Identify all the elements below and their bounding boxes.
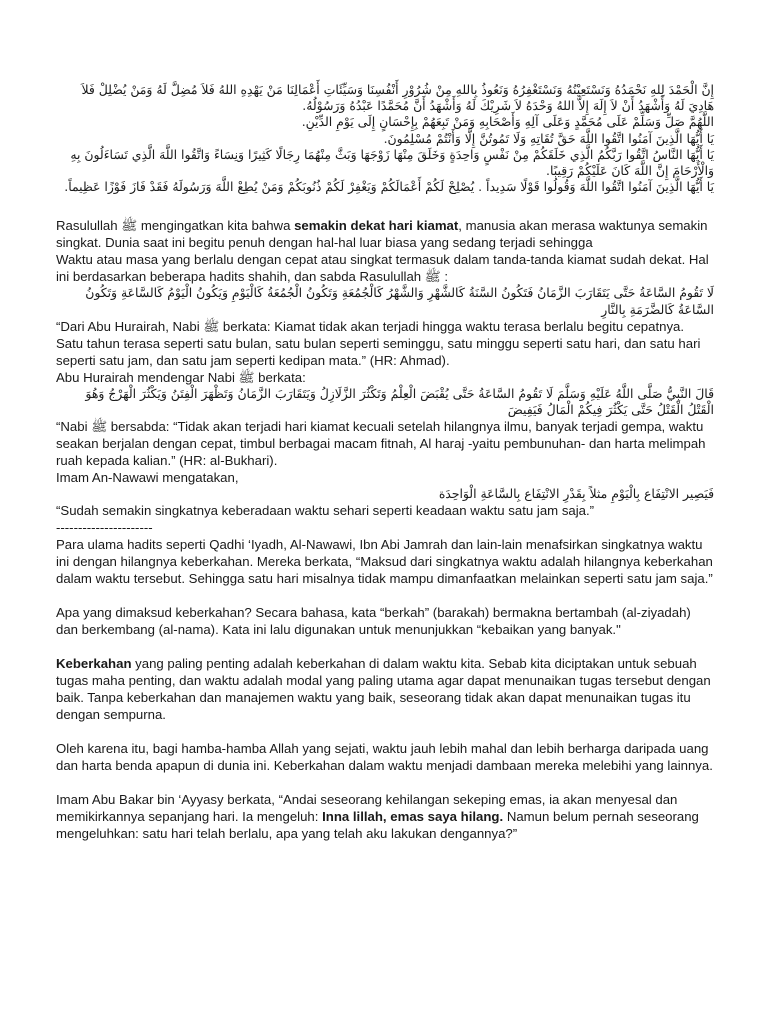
paragraph-abu-bakar: Imam Abu Bakar bin ‘Ayyasy berkata, “Andai seseorang kehilangan sekeping emas, ia akan menyesal dan memikirkannya sepanjang hari. Ia mengeluh: Inna lillah, emas saya hilang. Namun belum pernah seseorang mengeluhkan: satu hari telah berlalu, apa yang telah aku lakukan dengannya?” [56, 792, 699, 842]
arabic-line: اللَّهُمَّ صَلِّ وَسَلِّمْ عَلَى مُحَمَّدٍ وَعَلَى آلِهِ وَأَصْحَابِهِ وَمَنْ تَبِعَهُمْ بِإِحْسَانٍ إِلَى يَوْمِ الدِّيْنِ. [301, 114, 714, 130]
hadith-arabic-2: قَالَ النَّبِيُّ صَلَّى اللَّهُ عَلَيْهِ وَسَلَّمَ لَا تَقُومُ السَّاعَةُ حَتَّى يُقْبَضَ الْعِلْمُ وَتَكْثُرَ الزَّلَازِلُ وَيَتَقَارَبَ الزَّمَانُ وَتَظْهَرَ الْفِتَنُ وَيَكْثُرَ الْهَرْجُ وَهُوَ الْقَتْلُ الْقَتْلُ حَتَّى يَكْثُرَ فِيكُمْ الْمَالُ فَيَفِيضَ [85, 385, 714, 418]
emphasis-text: Inna lillah, emas saya hilang. [322, 809, 504, 825]
paragraph-intro: Rasulullah ﷺ mengingatkan kita bahwa semakin dekat hari kiamat, manusia akan merasa waktunya semakin singkat. Dunia saat ini begitu penuh dengan hal-hal luar biasa yang sedang terjadi sehingga [56, 218, 708, 251]
paragraph-ulama: Para ulama hadits seperti Qadhi ‘Iyadh, Al-Nawawi, Ibn Abi Jamrah dan lain-lain menafsirkan singkatnya waktu ini dengan hilangnya keberkahan. Mereka berkata, “Maksud dari singkatnya waktu adalah hilangnya keberkahan dalam waktu tersebut. Sehingga satu hari misalnya tidak mampu dimanfaatkan melainkan seperti satu jam saja.” [56, 537, 713, 587]
hadith-translation-1: “Dari Abu Hurairah, Nabi ﷺ berkata: Kiamat tidak akan terjadi hingga waktu terasa berlalu begitu cepatnya. Satu tahun terasa seperti satu bulan, satu bulan seperti seminggu, satu minggu seperti satu hari, dan satu hari seperti satu jam, dan satu jam seperti kedipan mata.” (HR: Ahmad). [56, 318, 701, 368]
arabic-line: يَا أَيُّهَا الَّذِينَ آمَنُوا اتَّقُوا اللَّهَ وَقُولُوا قَوْلًا سَدِيداً . يُصْلِحْ لَكُمْ أَعْمَالَكُمْ وَيَغْفِرْ لَكُمْ ذُنُوبَكُمْ وَمَنْ يُطِعْ اللَّهَ وَرَسُولَهُ فَقَدْ فَازَ فَوْزًا عَظِيماً. [64, 179, 714, 195]
divider-line: ---------------------- [56, 520, 153, 536]
paragraph-abu-hurairah: Abu Hurairah mendengar Nabi ﷺ berkata: [56, 369, 306, 385]
nawawi-translation: “Sudah semakin singkatnya keberadaan waktu sehari seperti keadaan waktu satu jam saja.” [56, 503, 595, 519]
paragraph-keberkahan-meaning: Apa yang dimaksud keberkahan? Secara bahasa, kata “berkah” (barakah) bermakna bertambah (al-ziyadah) dan berkembang (al-nama). Kata ini lalu digunakan untuk menunjukkan “kebaikan yang banyak." [56, 605, 691, 638]
arabic-line: يَا أَيُّهَا النَّاسُ اتَّقُوا رَبَّكُمُ الَّذِي خَلَقَكُمْ مِنْ نَفْسٍ وَاحِدَةٍ وَخَلَقَ مِنْهَا زَوْجَهَا وَبَثَّ مِنْهُمَا رِجَالًا كَثِيرًا وَنِسَاءً وَاتَّقُوا اللَّهَ الَّذِي تَسَاءَلُونَ بِهِ وَالْأَرْحَامَ إِنَّ اللَّهَ كَانَ عَلَيْكُمْ رَقِيبًا. [70, 146, 714, 179]
nawawi-arabic: فَيَصِير الانْتِفَاع بِالْيَوْمِ مثلاً بِقَدْرِ الانْتِفَاع بِالسَّاعَةِ الْوَاحِدَة [438, 486, 714, 502]
paragraph-nawawi-intro: Imam An-Nawawi mengatakan, [56, 470, 239, 486]
paragraph-hamba-allah: Oleh karena itu, bagi hamba-hamba Allah yang sejati, waktu jauh lebih mahal dan lebih berharga daripada uang dan harta benda apapun di dunia ini. Keberkahan dalam waktu menjadi dambaan mereka melebihi yang lainnya. [56, 741, 713, 774]
hadith-arabic-1: لَا تَقُومُ السَّاعَةُ حَتَّى يَتَقَارَبَ الزَّمَانُ فَتَكُونُ السَّنَةُ كَالشَّهْرِ وَالشَّهْرُ كَالْجُمُعَةِ وَتَكُونُ الْجُمُعَةُ كَالْيَوْمِ وَيَكُونُ الْيَوْمُ كَالسَّاعَةِ وَتَكُونُ السَّاعَةُ كَالضَّرَمَةِ بِالنَّارِ [85, 285, 714, 317]
paragraph-hadith-intro: Waktu atau masa yang berlalu dengan cepat atau singkat termasuk dalam tanda-tanda kiamat sudah dekat. Hal ini berdasarkan beberapa hadits shahih, dan sabda Rasulullah ﷺ : [56, 252, 709, 285]
arabic-line: إِنَّ الْحَمْدَ لِلهِ نَحْمَدُهُ وَنَسْتَعِيْنُهُ وَنَسْتَغْفِرُهُ وَنَعُوذُ بِاللهِ مِنْ شُرُوْرِ أَنْفُسِنَا وَسَيِّئَاتِ أَعْمَالِنَا مَنْ يَهْدِهِ اللهُ فَلاَ مُضِلَّ لَهُ وَمَنْ يُضْلِلْ فَلاَ هَادِيَ لَهُ وَأَشْهَدُ أَنْ لاَ إِلَهَ إِلاَّ اللهُ وَحْدَهُ لاَ شَرِيْكَ لَهُ وَأَشْهَدُ أَنَّ مُحَمَّدًا عَبْدُهُ وَرَسُوْلُهُ. [81, 82, 714, 114]
hadith-translation-2: “Nabi ﷺ bersabda: “Tidak akan terjadi hari kiamat kecuali setelah hilangnya ilmu, banyak terjadi gempa, waktu seakan berjalan dengan cepat, timbul berbagai macam fitnah, Al haraj -yaitu pembunuhan- dan harta melimpah ruah kepada kalian.” (HR: al-Bukhari). [56, 419, 706, 469]
arabic-line: يَا أَيُّهَا الَّذِينَ آمَنُوا اتَّقُوا اللَّهَ حَقَّ تُقَاتِهِ وَلَا تَمُوتُنَّ إِلَّا وَأَنْتُمْ مُسْلِمُونَ. [383, 130, 714, 146]
arabic-opening-khutbah [56, 82, 714, 195]
emphasis-text: Keberkahan [56, 656, 132, 672]
document-body [56, 82, 714, 842]
emphasis-text: semakin dekat hari kiamat [294, 218, 459, 234]
paragraph-keberkahan-time: Keberkahan yang paling penting adalah keberkahan di dalam waktu kita. Sebab kita diciptakan untuk sebuah tugas maha penting, dan waktu adalah modal yang paling utama agar dapat menunaikan tugas tersebut dengan baik. Tanpa keberkahan dan manajemen waktu yang baik, seseorang tidak akan dapat menunaikan tugas itu dengan sempurna. [56, 656, 711, 723]
